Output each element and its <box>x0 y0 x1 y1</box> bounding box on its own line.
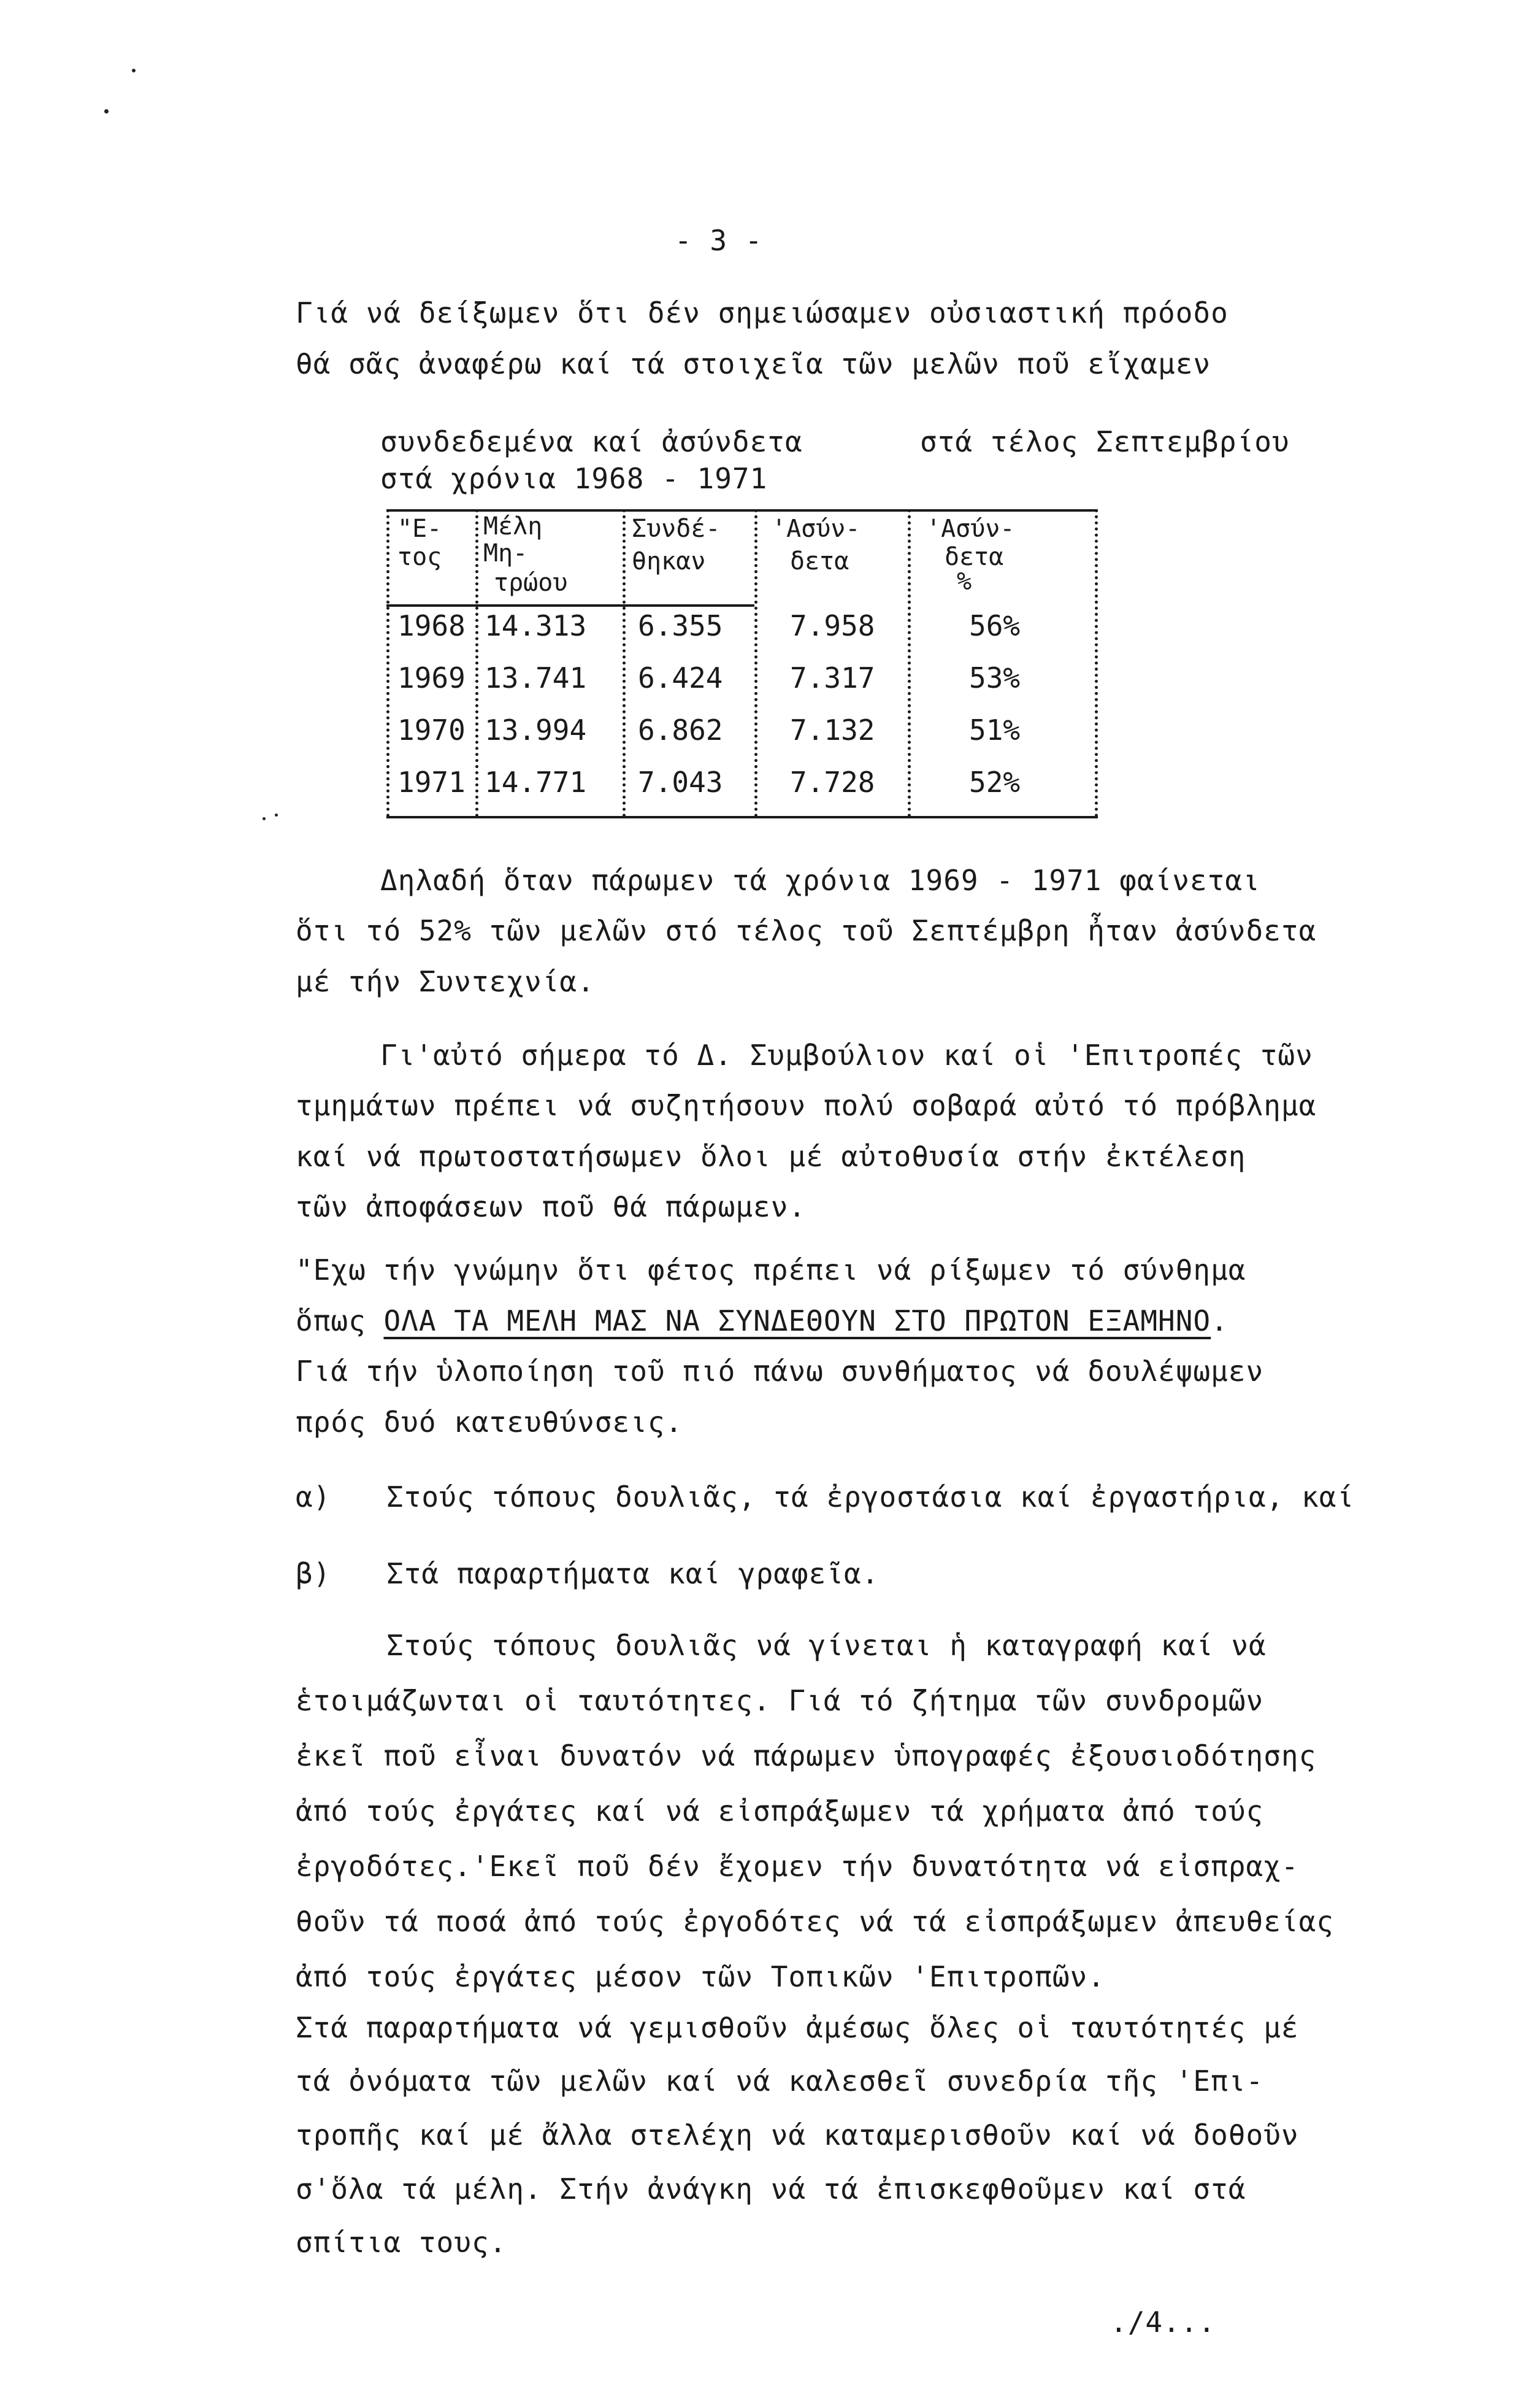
table-cell: 1971 <box>397 766 466 799</box>
body-line: τῶν ἀποφάσεων ποῦ θά πάρωμεν. <box>296 1190 807 1223</box>
list-item-text: Στούς τόπους δουλιᾶς, τά ἐργοστάσια καί ἐργαστήρια, καί <box>386 1480 1355 1514</box>
table-cell: 13.994 <box>485 714 587 747</box>
body-line: τά ὀνόματα τῶν μελῶν καί νά καλεσθεῖ συνεδρία τῆς 'Επι- <box>296 2064 1264 2098</box>
body-line: σ'ὅλα τά μέλη. Στήν ἀνάγκη νά τά ἐπισκεφθοῦμεν καί στά <box>296 2172 1246 2206</box>
header-unconnected-pct: 'Ασύν- <box>926 515 1015 543</box>
table-cell: 1968 <box>397 609 466 642</box>
body-line: Στά παραρτήματα νά γεμισθοῦν ἀμέσως ὅλες οἱ ταυτότητές μέ <box>296 2011 1299 2044</box>
scan-speck <box>275 814 278 817</box>
scan-speck <box>104 109 109 113</box>
scan-speck <box>263 817 266 820</box>
body-line: Γιά τήν ὑλοποίηση τοῦ πιό πάνω συνθήματος νά δουλέψωμεν <box>296 1355 1264 1388</box>
slogan-prefix: ὅπως <box>296 1304 384 1337</box>
body-line: μέ τήν Συντεχνία. <box>296 965 595 998</box>
table-col-divider <box>475 509 478 817</box>
scan-speck <box>132 69 136 72</box>
table-cell: 13.741 <box>485 661 587 694</box>
table-cell: 14.313 <box>485 609 587 642</box>
table-cell: 6.355 <box>638 609 723 642</box>
table-col-divider <box>908 509 911 817</box>
table-bottom-rule <box>386 816 1098 818</box>
header-registered: Μη- <box>483 539 528 567</box>
intro-line: Γιά νά δείξωμεν ὅτι δέν σημειώσαμεν οὐσιαστική πρόοδο <box>296 296 1229 329</box>
body-line: ὅτι τό 52% τῶν μελῶν στό τέλος τοῦ Σεπτέμβρη ἦταν ἀσύνδετα <box>296 914 1317 947</box>
table-cell: 1969 <box>397 661 466 694</box>
list-marker: α) <box>296 1480 331 1514</box>
continuation-marker: ./4... <box>1110 2306 1216 2339</box>
table-caption-right: στά τέλος Σεπτεμβρίου <box>920 425 1290 458</box>
header-unconnected: δετα <box>790 547 849 575</box>
header-unconnected-pct: δετα <box>945 543 1004 571</box>
table-cell: 7.043 <box>638 766 723 799</box>
body-line: σπίτια τους. <box>296 2226 507 2259</box>
table-cell: 6.862 <box>638 714 723 747</box>
page-number: - 3 - <box>675 224 763 257</box>
table-header-rule <box>386 604 754 607</box>
header-year: τος <box>397 543 442 571</box>
table-caption-left: συνδεδεμένα καί ἀσύνδετα <box>380 425 803 458</box>
table-cell: 14.771 <box>485 766 587 799</box>
slogan-end: . <box>1211 1304 1229 1337</box>
table-cell: 52% <box>969 766 1021 799</box>
body-line: πρός δυό κατευθύνσεις. <box>296 1406 683 1439</box>
table-cell: 7.728 <box>790 766 875 799</box>
table-col-divider <box>754 509 757 817</box>
body-line: Γι'αὐτό σήμερα τό Δ. Συμβούλιον καί οἱ 'Επιτροπές τῶν <box>380 1039 1313 1072</box>
table-caption-years: στά χρόνια 1968 - 1971 <box>380 462 768 495</box>
header-unconnected: 'Ασύν- <box>772 515 861 543</box>
list-item-text: Στά παραρτήματα καί γραφεῖα. <box>386 1557 880 1590</box>
header-registered: Μέλη <box>483 512 543 540</box>
table-cell: 56% <box>969 609 1021 642</box>
slogan-line <box>296 1302 1229 1339</box>
body-line: τμημάτων πρέπει νά συζητήσουν πολύ σοβαρά αὐτό τό πρόβλημα <box>296 1089 1317 1122</box>
body-line: θοῦν τά ποσά ἀπό τούς ἐργοδότες νά τά εἰσπράξωμεν ἀπευθείας <box>296 1905 1334 1938</box>
table-cell: 51% <box>969 714 1021 747</box>
membership-table <box>386 509 1098 822</box>
table-col-divider <box>1095 509 1098 817</box>
body-line: ἑτοιμάζωνται οἱ ταυτότητες. Γιά τό ζήτημα τῶν συνδρομῶν <box>296 1684 1264 1717</box>
body-line: Στούς τόπους δουλιᾶς νά γίνεται ἡ καταγραφή καί νά <box>386 1629 1267 1662</box>
slogan-underlined: ΟΛΑ ΤΑ ΜΕΛΗ ΜΑΣ ΝΑ ΣΥΝΔΕΘΟΥΝ ΣΤΟ ΠΡΩΤΟΝ ΕΞΑΜΗΝΟ <box>383 1304 1211 1337</box>
table-cell: 1970 <box>397 714 466 747</box>
header-registered: τρώου <box>494 569 568 597</box>
table-col-divider <box>623 509 626 817</box>
table-col-divider <box>386 509 389 817</box>
table-cell: 7.132 <box>790 714 875 747</box>
header-unconnected-pct: % <box>957 567 972 596</box>
body-line: "Εχω τήν γνώμην ὅτι φέτος πρέπει νά ρίξωμεν τό σύνθημα <box>296 1253 1246 1287</box>
list-marker: β) <box>296 1557 331 1590</box>
body-line: ἀπό τούς ἐργάτες μέσον τῶν Τοπικῶν 'Επιτροπῶν. <box>296 1960 1105 1993</box>
body-line: τροπῆς καί μέ ἄλλα στελέχη νά καταμερισθοῦν καί νά δοθοῦν <box>296 2118 1299 2152</box>
body-line: ἐκεῖ ποῦ εἶναι δυνατόν νά πάρωμεν ὑπογραφές ἐξουσιοδότησης <box>296 1739 1317 1772</box>
table-cell: 7.958 <box>790 609 875 642</box>
body-line: καί νά πρωτοστατήσωμεν ὅλοι μέ αὐτοθυσία στήν ἐκτέλεση <box>296 1140 1246 1173</box>
table-cell: 6.424 <box>638 661 723 694</box>
body-line: Δηλαδή ὅταν πάρωμεν τά χρόνια 1969 - 1971 φαίνεται <box>380 864 1260 897</box>
body-line: ἀπό τούς ἐργάτες καί νά εἰσπράξωμεν τά χρήματα ἀπό τούς <box>296 1794 1264 1828</box>
header-connected: θηκαν <box>632 547 706 575</box>
table-cell: 7.317 <box>790 661 875 694</box>
intro-line: θά σᾶς ἀναφέρω καί τά στοιχεῖα τῶν μελῶν ποῦ εἴχαμεν <box>296 347 1211 380</box>
header-year: "Ε- <box>397 515 442 543</box>
table-top-rule <box>386 509 1098 512</box>
table-cell: 53% <box>969 661 1021 694</box>
body-line: ἐργοδότες.'Εκεῖ ποῦ δέν ἔχομεν τήν δυνατότητα νά εἰσπραχ- <box>296 1850 1299 1883</box>
header-connected: Συνδέ- <box>632 515 721 543</box>
